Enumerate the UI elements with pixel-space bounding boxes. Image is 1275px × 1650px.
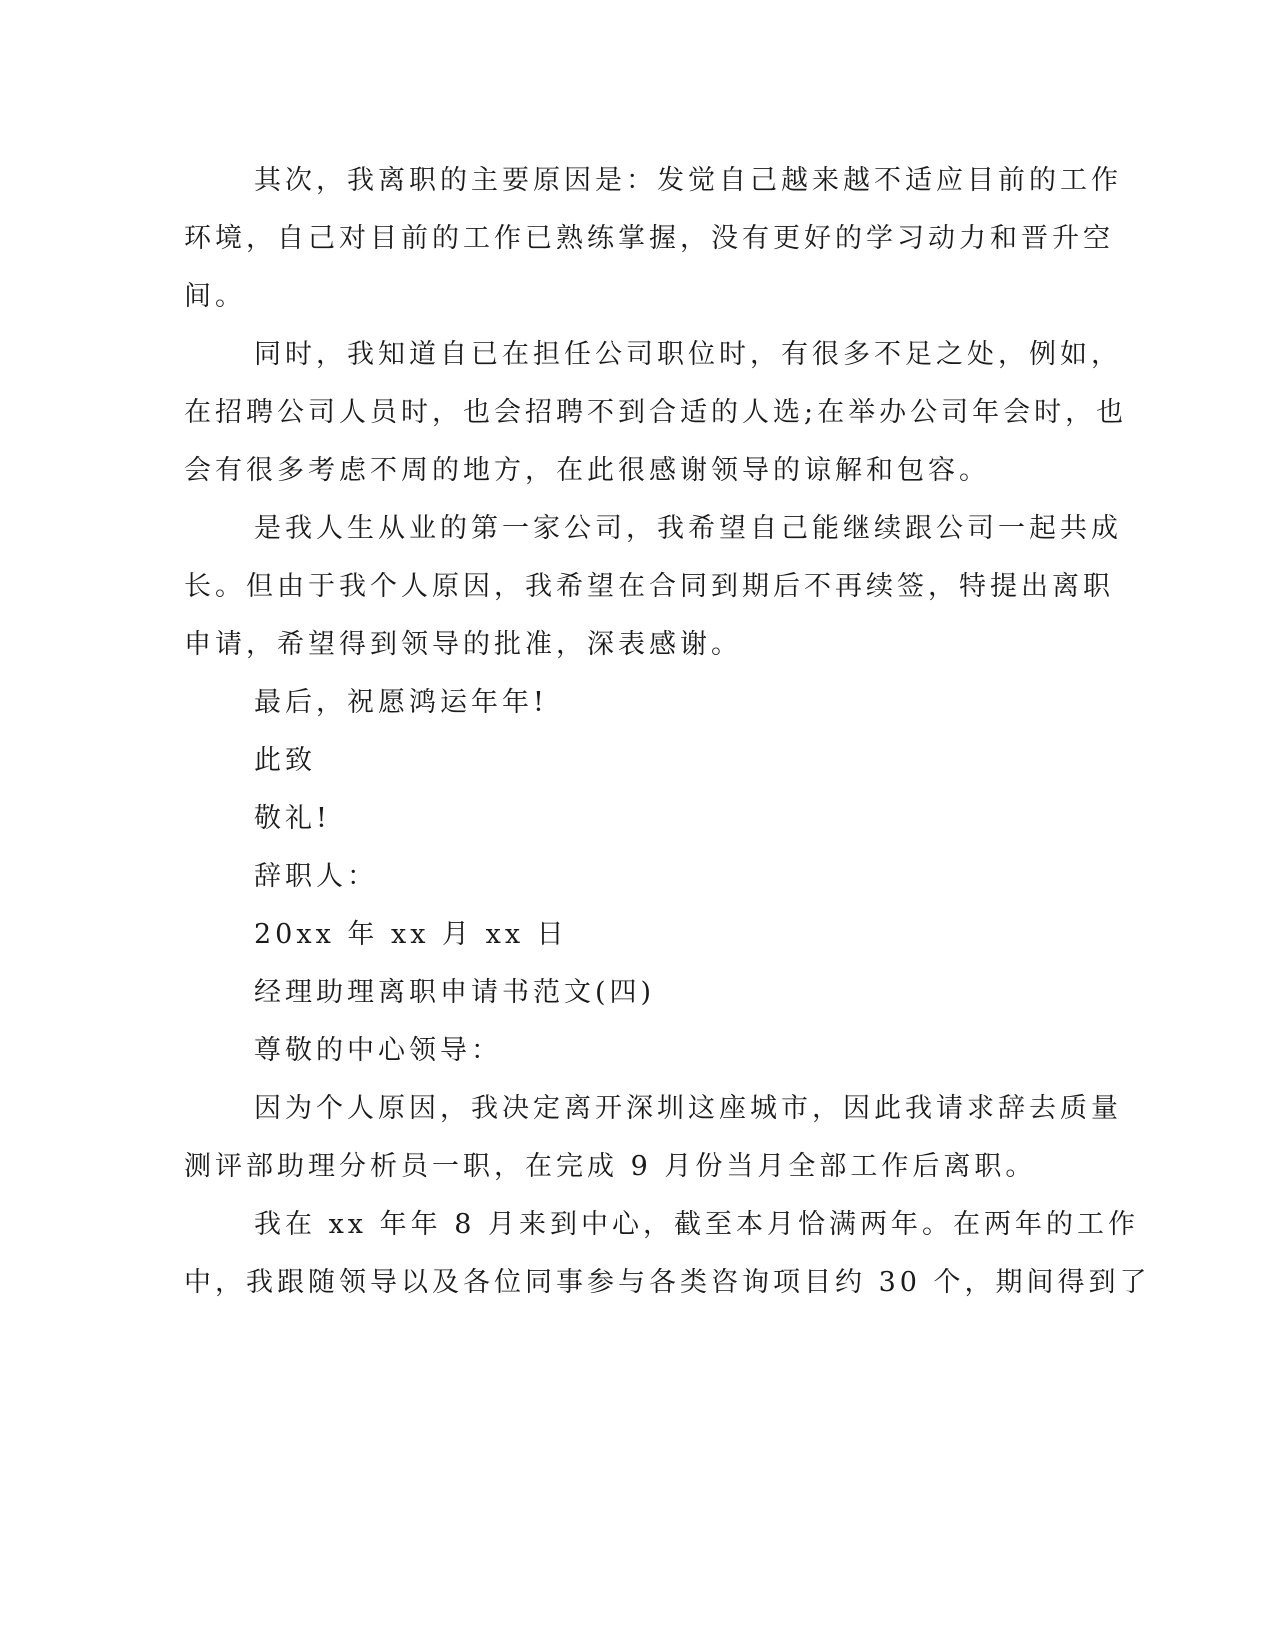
text-line: 在招聘公司人员时，也会招聘不到合适的人选;在举办公司年会时，也 bbox=[184, 397, 1128, 428]
text-line: 其次，我离职的主要原因是：发觉自己越来越不适应目前的工作 bbox=[254, 165, 1122, 196]
text-line: 会有很多考虑不周的地方，在此很感谢领导的谅解和包容。 bbox=[184, 455, 990, 486]
text-line: 同时，我知道自已在担任公司职位时，有很多不足之处，例如， bbox=[254, 339, 1122, 370]
text-line: 测评部助理分析员一职，在完成 9 月份当月全部工作后离职。 bbox=[184, 1151, 1037, 1182]
text-line: 环境，自己对目前的工作已熟练掌握，没有更好的学习动力和晋升空 bbox=[184, 223, 1114, 254]
salutation-line: 此致 bbox=[254, 745, 316, 776]
document-body bbox=[184, 152, 1151, 1312]
text-line: 是我人生从业的第一家公司，我希望自己能继续跟公司一起共成 bbox=[254, 513, 1122, 544]
salutation-line: 敬礼! bbox=[254, 803, 331, 834]
text-line: 间。 bbox=[184, 281, 246, 312]
date-line: 20xx 年 xx 月 xx 日 bbox=[254, 919, 568, 950]
greeting: 尊敬的中心领导： bbox=[254, 1035, 502, 1066]
text-line: 申请，希望得到领导的批准，深表感谢。 bbox=[184, 629, 742, 660]
signature-label: 辞职人： bbox=[254, 861, 378, 892]
text-line: 我在 xx 年年 8 月来到中心，截至本月恰满两年。在两年的工作 bbox=[254, 1209, 1139, 1240]
section-title: 经理助理离职申请书范文(四) bbox=[254, 977, 656, 1008]
text-line: 中，我跟随领导以及各位同事参与各类咨询项目约 30 个，期间得到了 bbox=[184, 1267, 1151, 1298]
text-line: 因为个人原因，我决定离开深圳这座城市，因此我请求辞去质量 bbox=[254, 1093, 1122, 1124]
text-line: 长。但由于我个人原因，我希望在合同到期后不再续签，特提出离职 bbox=[184, 571, 1114, 602]
closing-wish: 最后，祝愿鸿运年年! bbox=[254, 687, 548, 718]
